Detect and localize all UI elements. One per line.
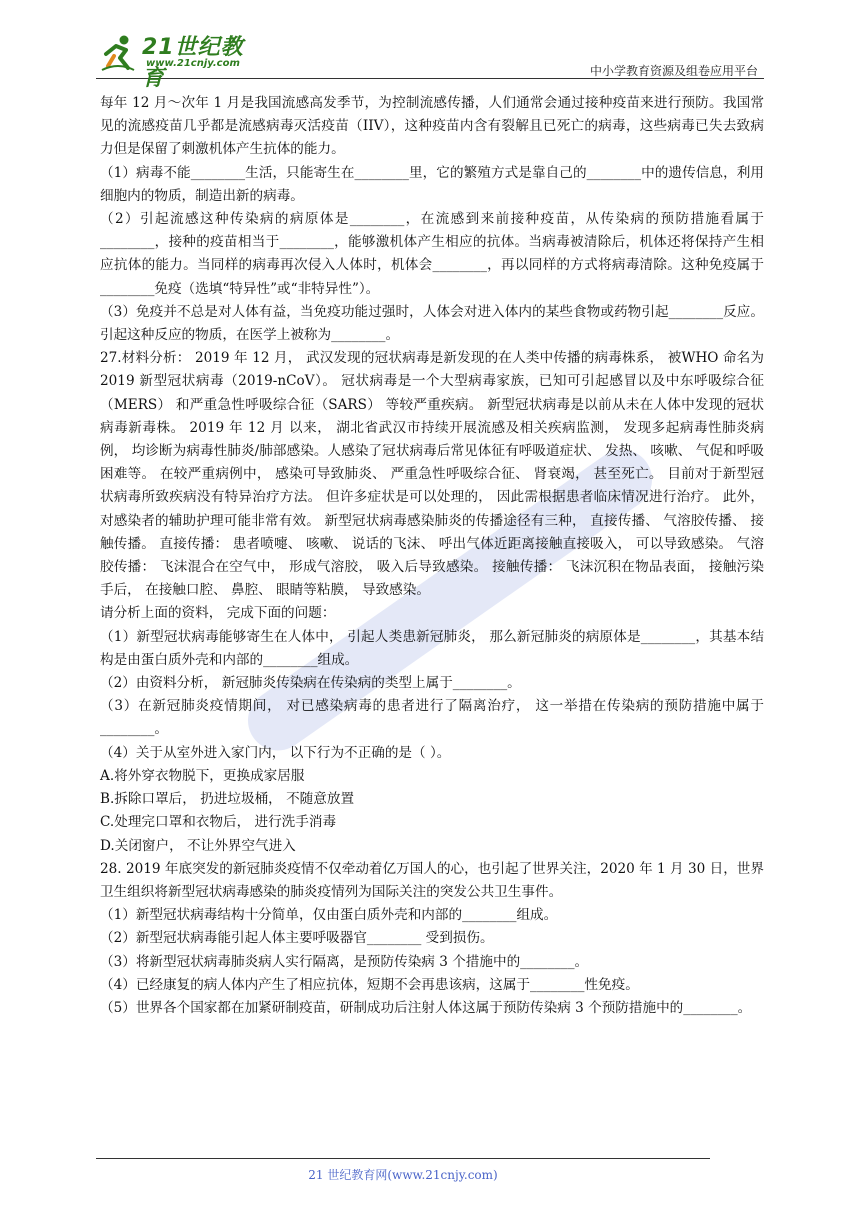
- runner-icon: [100, 34, 136, 72]
- question-item: （1）新型冠状病毒结构十分简单，仅由蛋白质外壳和内部的________组成。: [100, 907, 558, 924]
- question-item: （5）世界各个国家都在加紧研制疫苗，研制成功后注射人体这属于预防传染病 3 个预防措施中的________。: [100, 999, 752, 1016]
- paragraph: 每年 12 月～次年 1 月是我国流感高发季节，为控制流感传播，人们通常会通过接种疫苗来进行预防。我国常见的流感疫苗几乎都是流感病毒灭活疫苗（IIV），这种疫苗内含有裂解且已死亡的病毒，这些病毒已失去致病力但是保留了刺激机体产生抗体的能力。: [100, 95, 764, 158]
- page-header: [96, 28, 764, 91]
- paragraph: 27.材料分析： 2019 年 12 月， 武汉发现的冠状病毒是新发现的在人类中传播的病毒株系， 被WHO 命名为 2019 新型冠状病毒（2019-nCoV）。 冠状病毒是一个大型病毒家族，已知可引起感冒以及中东呼吸综合征（MERS） 和严重急性呼吸综合征（SARS） 等较严重疾病。 新型冠状病毒是以前从未在人体中发现的冠状病毒新毒株。 2019 年 12 月 以来， 湖北省武汉市持续开展流感及相关疾病监测， 发现多起病毒性肺炎病例， 均诊断为病毒性肺炎/肺部感染。人感染了冠状病毒后常见体征有呼吸道症状、 发热、 咳嗽、 气促和呼吸困难等。 在较严重病例中， 感染可导致肺炎、 严重急性呼吸综合征、 肾衰竭， 甚至死亡。 目前对于新型冠状病毒所致疾病没有特异治疗方法。 但许多症状是可以处理的， 因此需根据患者临床情况进行治疗。 此外， 对感染者的辅助护理可能非常有效。 新型冠状病毒感染肺炎的传播途径有三种， 直接传播、 气溶胶传播、 接触传播。 直接传播： 患者喷嚏、 咳嗽、 说话的飞沫、 呼出气体近距离接触直接吸入， 可以导致感染。 气溶胶传播： 飞沫混合在空气中， 形成气溶胶， 吸入后导致感染。 接触传播： 飞沫沉积在物品表面， 接触污染手后， 在接触口腔、 鼻腔、 眼睛等粘膜， 导致感染。: [100, 350, 764, 599]
- question-item: （1）病毒不能________生活，只能寄生在________里，它的繁殖方式是靠自己的________中的遗传信息，利用细胞内的物质，制造出新的病毒。: [100, 164, 764, 204]
- question-item: （4）关于从室外进入家门内， 以下行为不正确的是（ ）。: [100, 744, 451, 761]
- question-item: （3）将新型冠状病毒肺炎病人实行隔离，是预防传染病 3 个措施中的________。: [100, 953, 589, 970]
- choice-option: D.关闭窗户， 不让外界空气进入: [100, 837, 296, 854]
- footer-link[interactable]: 21 世纪教育网(www.21cnjy.com): [308, 1168, 498, 1182]
- question-item: （2）引起流感这种传染病的病原体是________，在流感到来前接种疫苗，从传染病的预防措施看属于________，接种的疫苗相当于________，能够激机体产生相应的抗体。当病毒被清除后，机体还将保持产生相应抗体的能力。当同样的病毒再次侵入人体时，机体会________，再以同样的方式将病毒清除。这种免疫属于________免疫（选填“特异性”或“非特异性”）。: [100, 211, 764, 297]
- question-item: （4）已经康复的病人体内产生了相应抗体，短期不会再患该病，这属于________性免疫。: [100, 976, 639, 993]
- paragraph: 请分析上面的资料， 完成下面的问题：: [100, 605, 336, 622]
- choice-option: B.拆除口罩后， 扔进垃圾桶， 不随意放置: [100, 791, 355, 808]
- logo-url: www.21cnjy.com: [146, 58, 240, 69]
- question-item: （2）新型冠状病毒能引起人体主要呼吸器官________ 受到损伤。: [100, 930, 494, 947]
- document-body: [100, 92, 764, 1020]
- question-item: （1）新型冠状病毒能够寄生在人体中， 引起人类患新冠肺炎， 那么新冠肺炎的病原体是________，其基本结构是由蛋白质外壳和内部的________组成。: [100, 628, 764, 668]
- paragraph: 28. 2019 年底突发的新冠肺炎疫情不仅牵动着亿万国人的心，也引起了世界关注，2020 年 1 月 30 日，世界卫生组织将新型冠状病毒感染的肺炎疫情列为国际关注的突发公共卫生事件。: [100, 860, 764, 900]
- question-item: （3）免疫并不总是对人体有益，当免疫功能过强时，人体会对进入体内的某些食物或药物引起________反应。引起这种反应的物质，在医学上被称为________。: [100, 303, 764, 344]
- question-item: （3）在新冠肺炎疫情期间， 对已感染病毒的患者进行了隔离治疗， 这一举措在传染病的预防措施中属于________。: [100, 698, 764, 738]
- question-item: （2）由资料分析， 新冠肺炎传染病在传染病的类型上属于________。: [100, 675, 521, 692]
- footer-divider: [96, 1158, 710, 1159]
- logo-text: 21世纪教育: [142, 35, 244, 91]
- choice-option: A.将外穿衣物脱下，更换成家居服: [100, 767, 305, 784]
- site-logo[interactable]: [96, 28, 266, 91]
- platform-title: 中小学教育资源及组卷应用平台: [589, 64, 758, 78]
- choice-option: C.处理完口罩和衣物后， 进行洗手消毒: [100, 814, 337, 831]
